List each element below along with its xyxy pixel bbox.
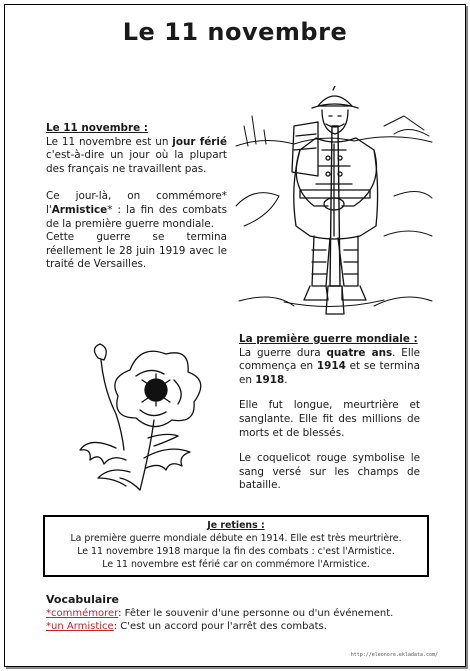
vocab-term-commemorer: *commémorer	[46, 607, 119, 619]
guerre-p1-text-c: et se termina en	[239, 360, 420, 386]
guerre-p1-text-d: .	[284, 373, 288, 386]
vocab-term-armistice: *un Armistice	[46, 621, 114, 632]
guerre-heading: La première guerre mondiale :	[239, 333, 418, 345]
vocabulary-heading: Vocabulaire	[46, 593, 119, 606]
intro-heading: Le 11 novembre :	[46, 122, 148, 134]
intro-section	[46, 122, 227, 272]
intro-paragraph-1	[46, 136, 227, 177]
intro-p2-text: Ce jour-là, on commémore* l'	[46, 190, 227, 216]
vocab-def-armistice: : C'est un accord pour l'arrêt des combats.	[113, 621, 327, 632]
retiens-heading: Je retiens :	[207, 520, 265, 531]
guerre-paragraph-2: Elle fut longue, meurtrière et sanglante. Elle fit des millions de morts et de blessés.	[239, 399, 420, 439]
retiens-line-1: La première guerre mondiale débute en 1914. Elle est très meurtrière.	[70, 533, 402, 544]
armistice-term: Armistice	[51, 203, 108, 216]
guerre-paragraph-1	[239, 347, 420, 388]
intro-paragraph-3: Cette guerre se termina réellement le 28 juin 1919 avec le traité de Versailles.	[46, 231, 227, 271]
intro-p1-rest: c'est-à-dire un jour où la plupart des français ne travaillent pas.	[46, 149, 227, 175]
intro-p2-rest: * : la fin des combats de la première guerre mondiale.	[46, 203, 227, 230]
intro-p1-text: Le 11 novembre est un	[46, 135, 173, 148]
guerre-p1-text: La guerre dura	[239, 346, 327, 359]
guerre-section	[239, 333, 420, 493]
jour-ferie-term: jour férié	[172, 135, 227, 148]
intro-paragraph-2	[46, 190, 227, 231]
vocab-def-commemorer: : Fêter le souvenir d'une personne ou d'un événement.	[118, 607, 394, 619]
vocab-item-1	[46, 607, 446, 621]
guerre-p1-text-b: . Elle commença en	[239, 346, 421, 373]
vocabulary-section	[46, 593, 446, 634]
retiens-line-2: Le 11 novembre 1918 marque la fin des combats : c'est l'Armistice.	[77, 546, 395, 557]
soldier-illustration	[234, 86, 434, 326]
watermark-url: http://eleonore.ekladata.com/	[350, 652, 438, 658]
guerre-paragraph-3: Le coquelicot rouge symbolise le sang versé sur les champs de bataille.	[239, 452, 420, 492]
je-retiens-box	[43, 515, 429, 577]
retiens-line-3: Le 11 novembre est férié car on commémore l'Armistice.	[102, 559, 370, 570]
page-title: Le 11 novembre	[122, 18, 348, 46]
quatre-ans-term: quatre ans	[326, 346, 393, 359]
poppy-illustration	[70, 340, 225, 495]
vocab-item-2	[46, 620, 446, 634]
year-1918: 1918	[255, 373, 285, 386]
year-1914: 1914	[316, 360, 346, 373]
